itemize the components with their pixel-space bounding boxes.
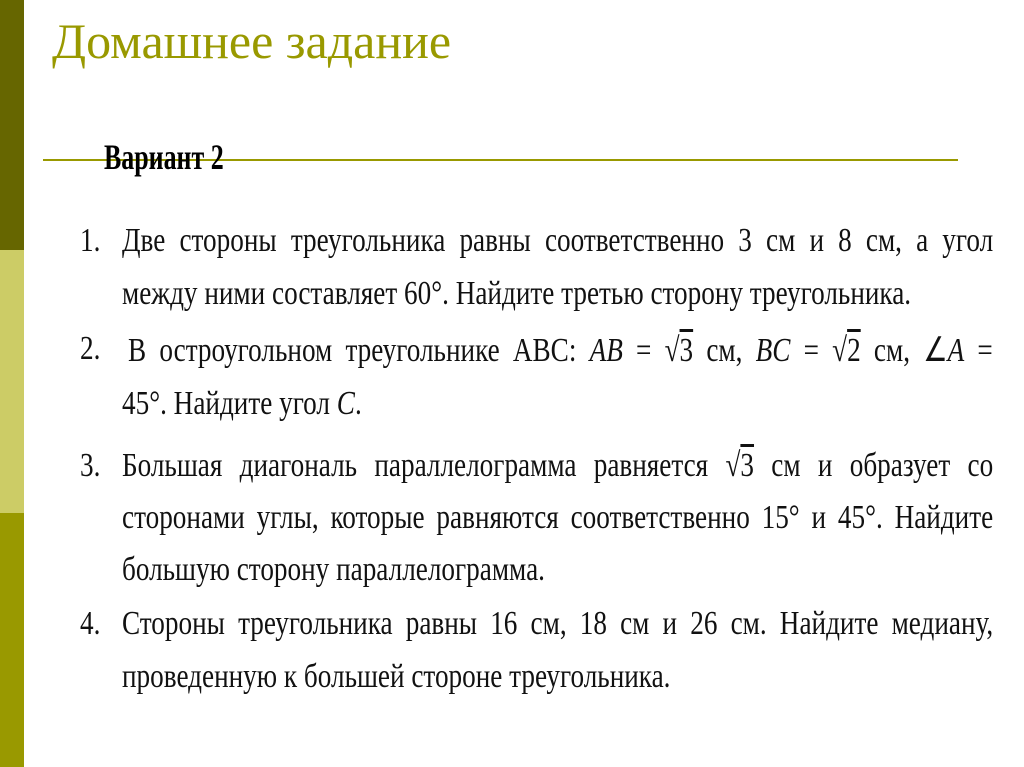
item-number: 2. bbox=[80, 330, 101, 367]
item-number: 4. bbox=[80, 605, 101, 642]
item-text: большую сторону параллелограмма. bbox=[122, 551, 545, 588]
item-text: Стороны треугольника равны 16 см, 18 см и 26 см. Найдите медиану, bbox=[122, 605, 994, 642]
item-number: 1. bbox=[80, 222, 101, 259]
item-text: 45°. Найдите угол C. bbox=[122, 385, 362, 422]
slide-title: Домашнее задание bbox=[52, 13, 452, 69]
item-text: Две стороны треугольника равны соответственно 3 см и 8 см, а угол bbox=[122, 222, 994, 259]
item-text: между ними составляет 60°. Найдите третью сторону треугольника. bbox=[122, 275, 912, 312]
accent-bar-bottom bbox=[0, 513, 24, 767]
variant-heading: Вариант 2 bbox=[104, 137, 224, 177]
item-number: 3. bbox=[80, 447, 101, 484]
item-text: В остроугольном треугольнике ABC: AB = √3 см, BC = √2 см, ∠A = bbox=[128, 332, 993, 369]
item-text: проведенную к большей стороне треугольника. bbox=[122, 658, 671, 695]
item-text: Большая диагональ параллелограмма равняется √3 см и образует со bbox=[122, 447, 994, 484]
accent-bar-top bbox=[0, 0, 24, 250]
accent-bar-middle bbox=[0, 250, 24, 513]
item-text: сторонами углы, которые равняются соответственно 15° и 45°. Найдите bbox=[122, 499, 994, 536]
